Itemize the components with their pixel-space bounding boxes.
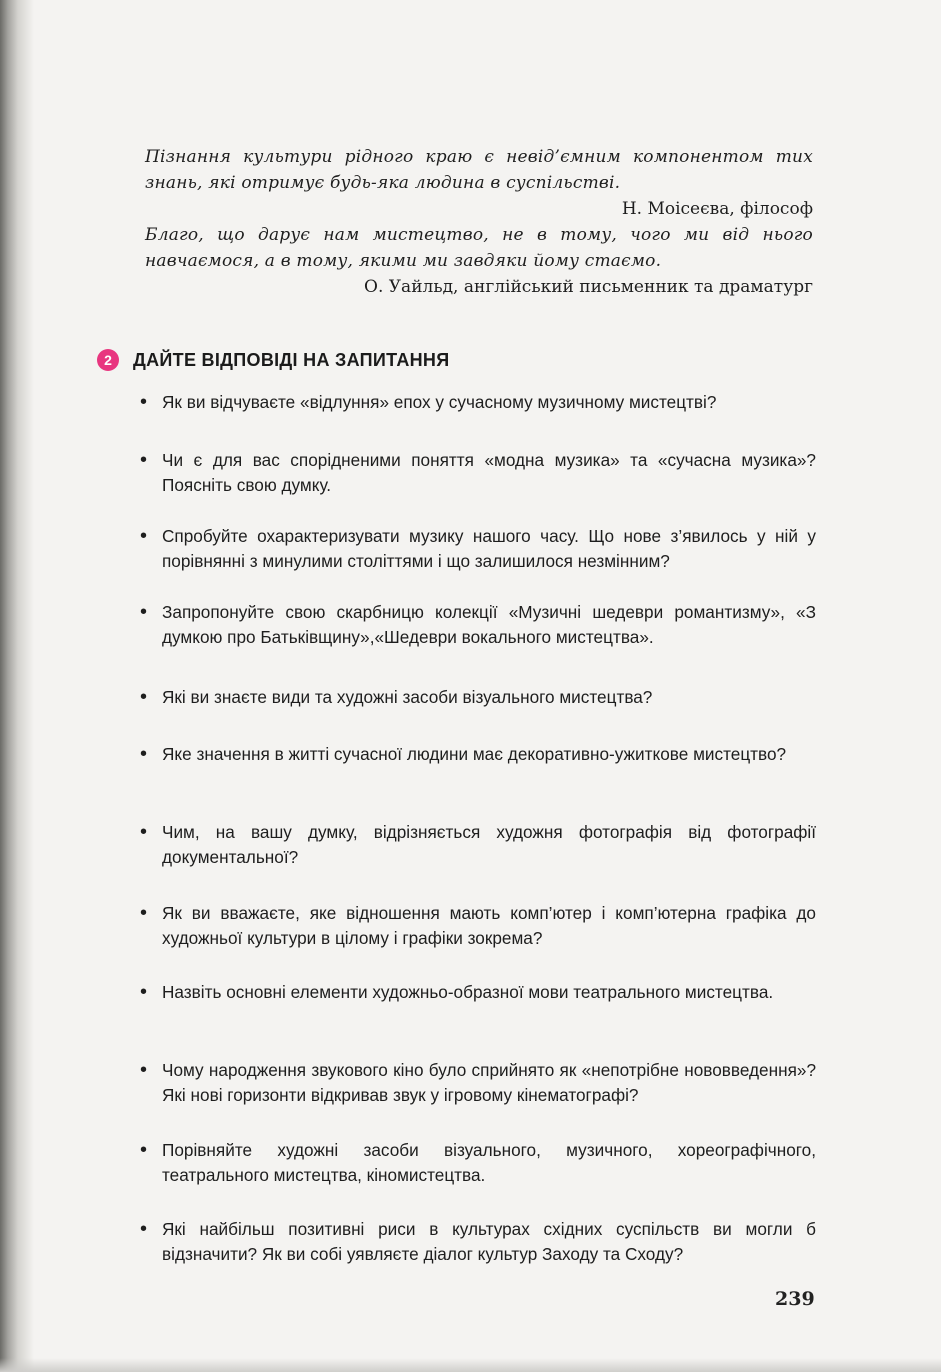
bullet-icon: •: [140, 525, 148, 547]
question-text: Запропонуйте свою скарбницю колекції «Музичні шедеври романтизму», «З думкою про Батьківщину»,«Шедеври вокального мистецтва».: [162, 602, 816, 647]
bullet-icon: •: [140, 686, 148, 708]
page-binding-shadow: [0, 0, 34, 1372]
question-item: [140, 901, 816, 951]
section-heading: [97, 346, 449, 374]
page-number: 239: [775, 1288, 815, 1310]
bullet-icon: •: [140, 391, 148, 413]
bullet-icon: •: [140, 743, 148, 765]
question-item: [140, 390, 816, 415]
section-number-badge: 2: [97, 349, 119, 371]
question-text: Які найбільш позитивні риси в культурах східних суспільств ви могли б відзначити? Як ви собі уявляєте діалог культур Заходу та Сходу?: [162, 1219, 816, 1264]
question-item: [140, 1138, 816, 1188]
question-item: [140, 524, 816, 574]
question-item: [140, 448, 816, 498]
bullet-icon: •: [140, 1059, 148, 1081]
question-text: Яке значення в житті сучасної людини має декоративно-ужиткове мистецтво?: [162, 744, 787, 764]
question-text: Які ви знаєте види та художні засоби візуального мистецтва?: [162, 687, 653, 707]
question-text: Як ви відчуваєте «відлуння» епох у сучасному музичному мистецтві?: [162, 392, 717, 412]
epigraph-author-2: О. Уайльд, англійський письменник та драматург: [364, 277, 813, 297]
question-text: Назвіть основні елементи художньо-образної мови театрального мистецтва.: [162, 982, 774, 1002]
question-text: Чим, на вашу думку, відрізняється художня фотографія від фотографії документальної?: [162, 822, 816, 867]
question-text: Чому народження звукового кіно було сприйнято як «непотрібне нововведення»? Які нові горизонти відкривав звук у ігровому кінематографі?: [162, 1060, 816, 1105]
bullet-icon: •: [140, 449, 148, 471]
bullet-icon: •: [140, 601, 148, 623]
epigraph-block: [145, 144, 813, 300]
question-item: [140, 600, 816, 650]
bullet-icon: •: [140, 821, 148, 843]
epigraph-quote-2: Благо, що дарує нам мистецтво, не в тому, чого ми від нього навчаємося, а в тому, якими ми завдяки йому стаємо.: [145, 225, 813, 271]
question-item: [140, 1058, 816, 1108]
question-item: [140, 980, 816, 1005]
bullet-icon: •: [140, 902, 148, 924]
question-item: [140, 1217, 816, 1267]
section-title: ДАЙТЕ ВІДПОВІДІ НА ЗАПИТАННЯ: [133, 349, 450, 370]
question-text: Спробуйте охарактеризувати музику нашого часу. Що нове з’явилось у ній у порівнянні з минулими століттями і що залишилося незмінним?: [162, 526, 816, 571]
question-item: [140, 685, 816, 710]
question-item: [140, 742, 816, 767]
bullet-icon: •: [140, 1218, 148, 1240]
bullet-icon: •: [140, 981, 148, 1003]
epigraph-quote-1: Пізнання культури рідного краю є невід’ємним компонентом тих знань, які отримує будь-яка людина в суспільстві.: [145, 147, 813, 193]
question-text: Чи є для вас спорідненими поняття «модна музика» та «сучасна музика»? Поясніть свою думку.: [162, 450, 816, 495]
bullet-icon: •: [140, 1139, 148, 1161]
question-text: Як ви вважаєте, яке відношення мають комп’ютер і комп’ютерна графіка до художньої культури в цілому і графіки зокрема?: [162, 903, 816, 948]
question-text: Порівняйте художні засоби візуального, музичного, хореографічного, театрального мистецтва, кіномистецтва.: [162, 1140, 816, 1185]
epigraph-author-1: Н. Моісеєва, філософ: [621, 199, 813, 219]
page-bottom-shadow: [0, 1358, 941, 1372]
question-item: [140, 820, 816, 870]
